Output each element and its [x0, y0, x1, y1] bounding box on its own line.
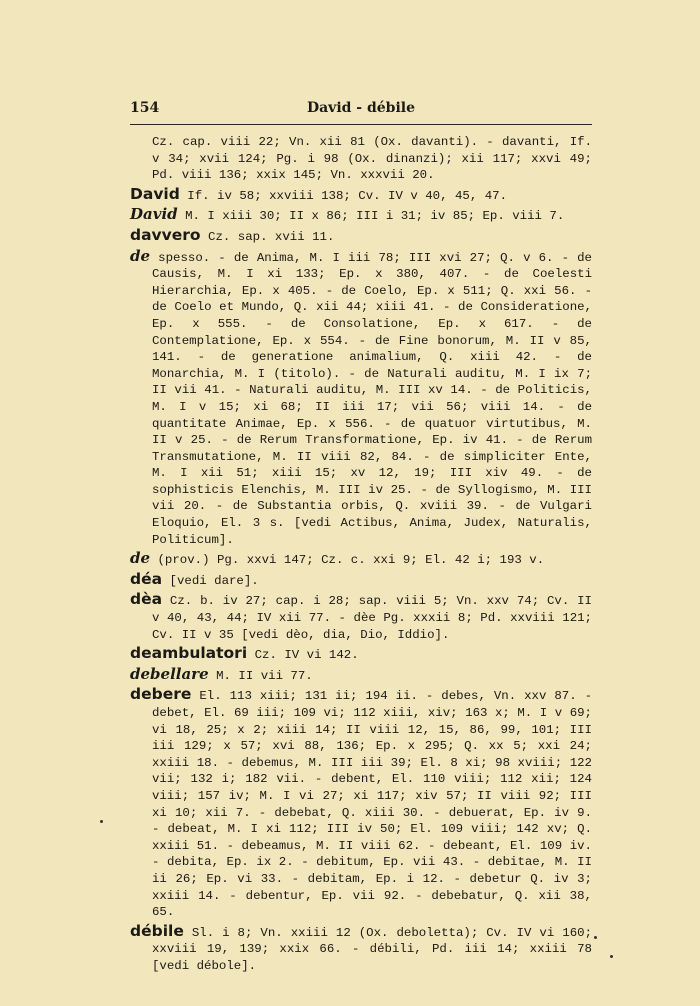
paper-speck — [100, 820, 103, 823]
entry-de: de spesso. - de Anima, M. I iii 78; III xvi 27; Q. v 6. - de Causis, M. I xi 133; Ep. x 380, 407. - de Coelesti Hierarchia, Ep. x 405. - de Coelo, Ep. x 511; Q. xxi 56. - de Coelo et Mundo, Q. xii 44; xiii 41. - de Consideratione, Ep. x 555. - de Consolatione, Ep. x 617. - de Contemplatione, Ep. x 554. - de Fine bonorum, M. II v 85, 141. - de generatione animalium, Q. xiii 42. - de Monarchia, M. I (titolo). - de Naturali auditu, M. I ix 7; II vii 41. - Naturali auditu, M. III xv 14. - de Politicis, M. I v 15; xi 68; II iii 17; vii 56; viii 14. - de quantitate Animae, Ep. x 556. - de quatuor virtutibus, M. II v 25. - de Rerum Transformatione, Ep. iv 41. - de Rerum Transmutatione, M. II viii 82, 84. - de simpliciter Ente, M. I xii 51; xiii 15; xv 12, 19; III xiv 49. - de sophisticis Elenchis, M. III iv 25. - de Syllogismo, M. III vii 20. - de Substantia orbis, Q. xviii 39. - de Vulgari Eloquio, El. 3 s. [vedi Actibus, Anima, Judex, Naturalis, Politicum]. — [130, 246, 592, 547]
entry-de-prov: de (prov.) Pg. xxvi 147; Cz. c. xxi 9; El. 42 i; 193 v. — [130, 549, 545, 568]
page-number: 154 — [130, 100, 160, 116]
entry-debellare: debellare M. II vii 77. — [130, 664, 313, 683]
headword: David — [130, 205, 178, 224]
entry-david-latin: David M. I xiii 30; II x 86; III i 31; iv 85; Ep. viii 7. — [130, 205, 565, 224]
header-rule — [130, 124, 592, 125]
entry-david: David If. iv 58; xxviii 138; Cv. IV v 40, 45, 47. — [130, 184, 508, 203]
headword: David — [130, 184, 180, 203]
entry-dea: déa [vedi dare]. — [130, 569, 259, 588]
entry-dea-goddess: dèa Cz. b. iv 27; cap. i 28; sap. viii 5; Vn. xxv 74; Cv. II v 40, 43, 44; IV xii 77. - dèe Pg. xxxii 8; Pd. xxviii 121; Cv. II v 35 [vedi dèo, dia, Dio, Iddio]. — [130, 590, 592, 642]
entry-davvero: davvero Cz. sap. xvii 11. — [130, 225, 335, 244]
headword: déa — [130, 569, 163, 588]
headword: de — [130, 246, 151, 265]
entry-debere: debere El. 113 xiii; 131 ii; 194 ii. - debes, Vn. xxv 87. - debet, El. 69 iii; 109 vi; 112 xiii, xiv; 163 x; M. I v 69; vi 18, 25; x 2; xiii 14; II viii 12, 15, 86, 99, 101; III iii 129; x 57; xvi 88, 136; Ep. x 295; Q. xx 5; xxi 24; xxiii 18. - debemus, M. III iii 39; El. 8 xi; 98 xviii; 122 vii; 132 i; 182 vii. - debent, El. 110 viii; 112 xii; 124 viii; 157 iv; M. I vi 27; xi 117; xiv 57; II viii 92; III xi 10; xii 7. - debebat, Q. xiii 30. - debuerat, Ep. iv 9. - debeat, M. I xi 112; III iv 50; El. 109 viii; 142 xv; Q. xxiii 51. - debeamus, M. II viii 62. - debeant, El. 109 iv. - debita, Ep. ix 2. - debitum, Ep. vii 43. - debitae, M. II ii 26; Ep. vi 33. - debitam, Ep. i 12. - debetur Q. iv 3; xxiii 14. - debentur, Ep. vii 92. - debebatur, Q. xii 38, 65. — [130, 685, 593, 920]
headword: dèa — [130, 590, 163, 609]
headword: débile — [130, 921, 184, 940]
paper-speck — [610, 955, 613, 958]
headword: debere — [130, 685, 192, 704]
paper-speck — [594, 936, 597, 939]
headword: de — [130, 549, 151, 568]
headword: debellare — [130, 664, 209, 683]
running-head: David - débile — [306, 100, 416, 116]
entry-deambulatori: deambulatori Cz. IV vi 142. — [130, 644, 359, 663]
entry-continuation: Cz. cap. viii 22; Vn. xii 81 (Ox. davanti). - davanti, If. v 34; xvii 124; Pg. i 98 (Ox. dinanzi); xii 117; xxvi 49; Pd. viii 136; xxix 145; Vn. xxxvii 20. — [152, 135, 592, 183]
entry-debile: débile Sl. i 8; Vn. xxiii 12 (Ox. deboletta); Cv. IV vi 160; xxviii 19, 139; xxix 66. - débili, Pd. iii 14; xxiii 78 [vedi débole]. — [130, 921, 593, 973]
index-column — [130, 134, 592, 977]
headword: deambulatori — [130, 644, 248, 663]
headword: davvero — [130, 225, 201, 244]
